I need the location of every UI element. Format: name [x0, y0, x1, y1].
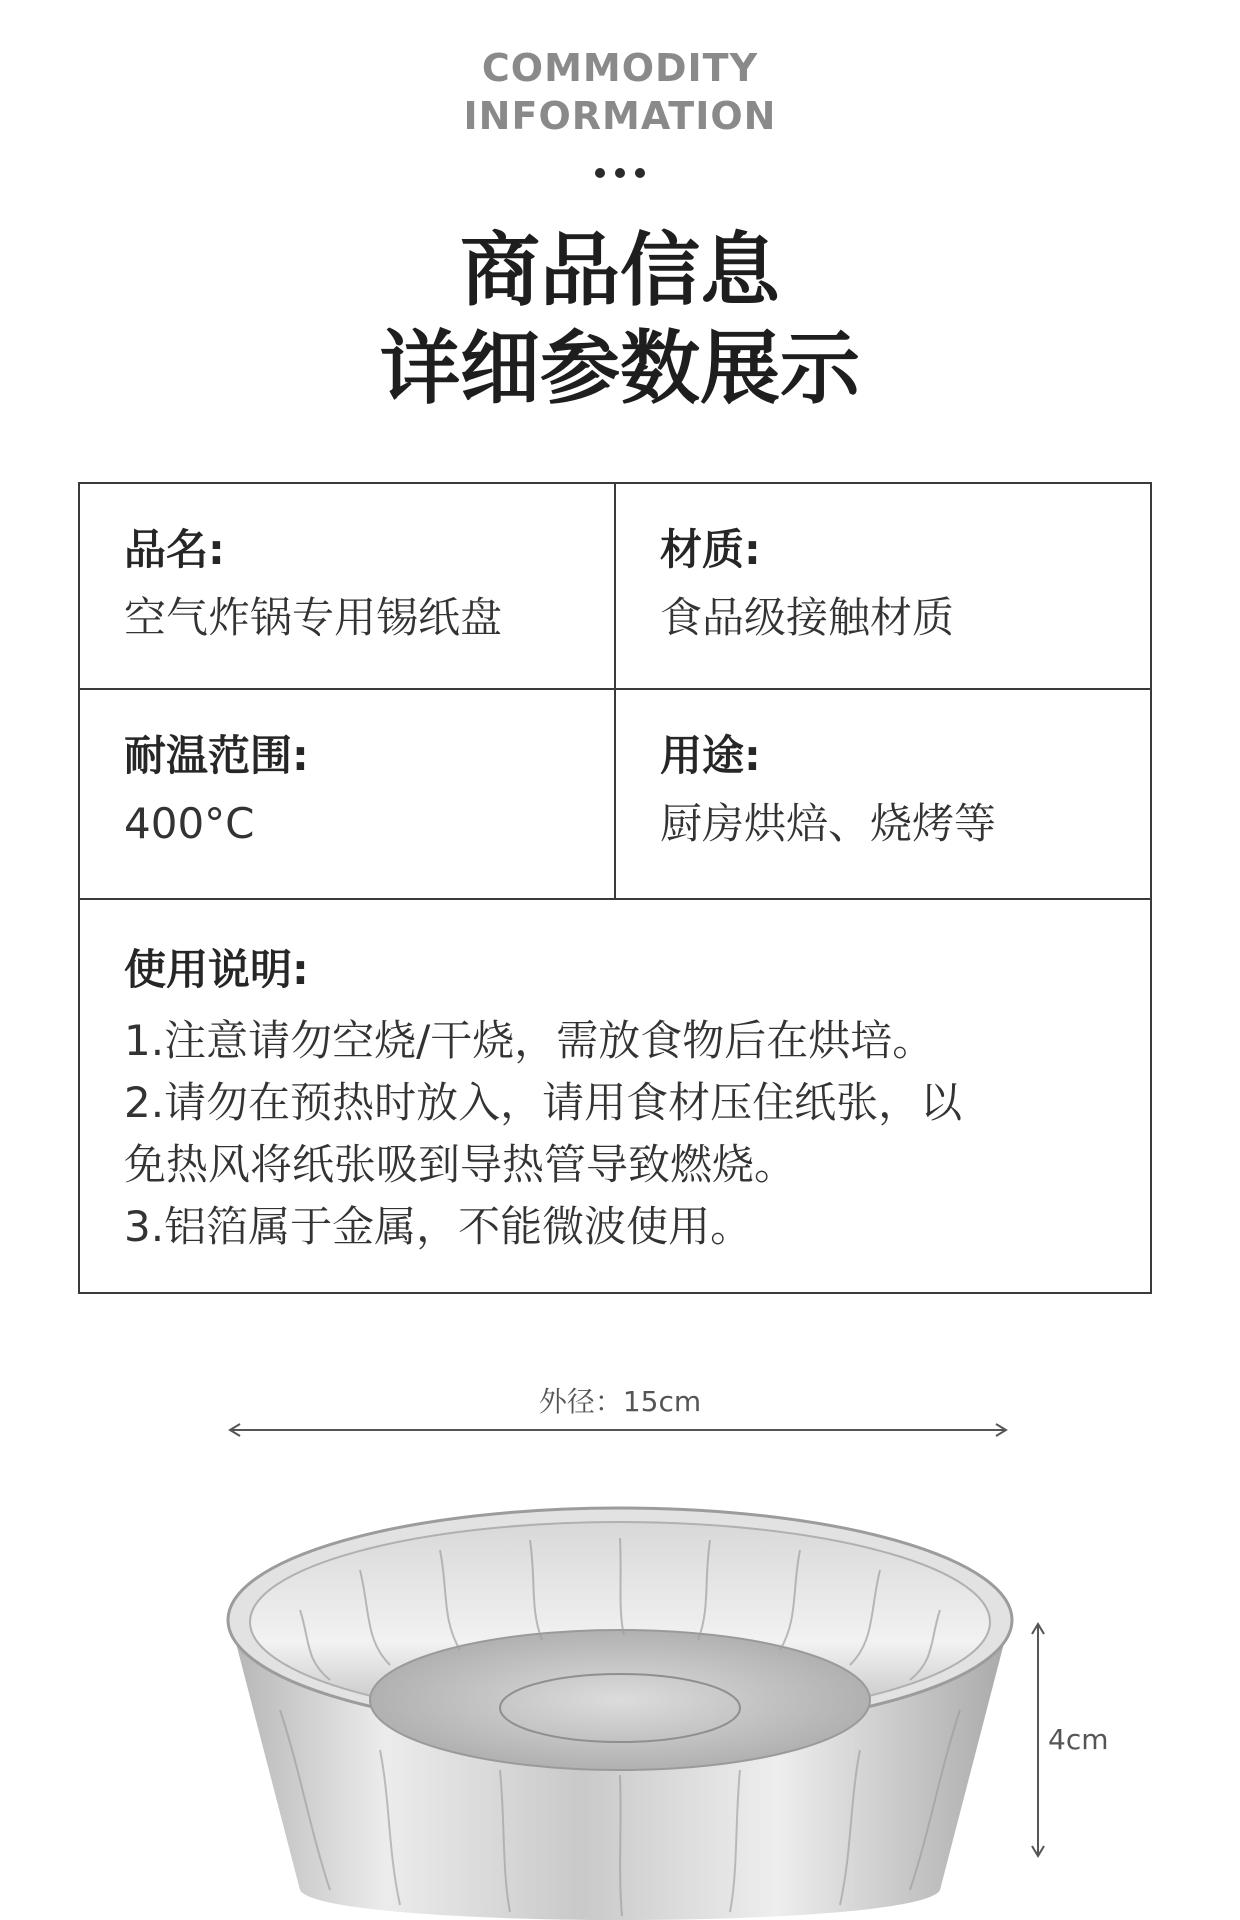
spec-row — [80, 690, 1150, 900]
spec-cell-usage — [616, 690, 1150, 898]
spec-label: 品名: — [124, 525, 225, 574]
english-heading — [0, 44, 1240, 140]
spec-cell-material — [616, 484, 1150, 688]
spec-value: 空气炸锅专用锡纸盘 — [124, 593, 503, 642]
spec-row — [80, 900, 1150, 1292]
instructions-list — [124, 1010, 1114, 1258]
height-dimension-label: 4cm — [1048, 1723, 1109, 1756]
spec-cell-name — [80, 484, 616, 688]
spec-label: 材质: — [660, 525, 761, 574]
chinese-heading-line1: 商品信息 — [460, 224, 780, 317]
spec-label: 耐温范围: — [124, 731, 309, 780]
dot — [635, 168, 645, 178]
instruction-line: 3.铝箔属于金属，不能微波使用。 — [124, 1202, 753, 1251]
spec-value: 厨房烘焙、烧烤等 — [660, 799, 997, 848]
spec-value: 食品级接触材质 — [660, 593, 955, 642]
spec-label: 使用说明: — [124, 945, 309, 994]
spec-table — [78, 482, 1152, 1294]
spec-label: 用途: — [660, 731, 761, 780]
english-heading-line1: COMMODITY — [481, 46, 759, 90]
width-dimension-label: 外径：15cm — [538, 1385, 702, 1418]
chinese-heading-line2: 详细参数展示 — [380, 322, 860, 415]
ellipsis-divider — [0, 168, 1240, 178]
height-dimension-arrow — [1028, 1620, 1048, 1860]
spec-cell-temperature — [80, 690, 616, 898]
chinese-heading — [0, 222, 1240, 418]
dot — [595, 168, 605, 178]
instruction-line: 1.注意请勿空烧/干烧，需放食物后在烘培。 — [124, 1016, 935, 1065]
english-heading-line2: INFORMATION — [463, 94, 777, 138]
spec-value: 400°C — [124, 799, 255, 848]
foil-tray-image — [220, 1450, 1020, 1920]
spec-cell-instructions — [80, 900, 1150, 1292]
spec-row — [80, 484, 1150, 690]
dot — [615, 168, 625, 178]
instruction-line: 2.请勿在预热时放入，请用食材压住纸张，以 — [124, 1078, 963, 1127]
width-dimension-arrow — [226, 1422, 1010, 1438]
instruction-line: 免热风将纸张吸到导热管导致燃烧。 — [124, 1140, 797, 1189]
